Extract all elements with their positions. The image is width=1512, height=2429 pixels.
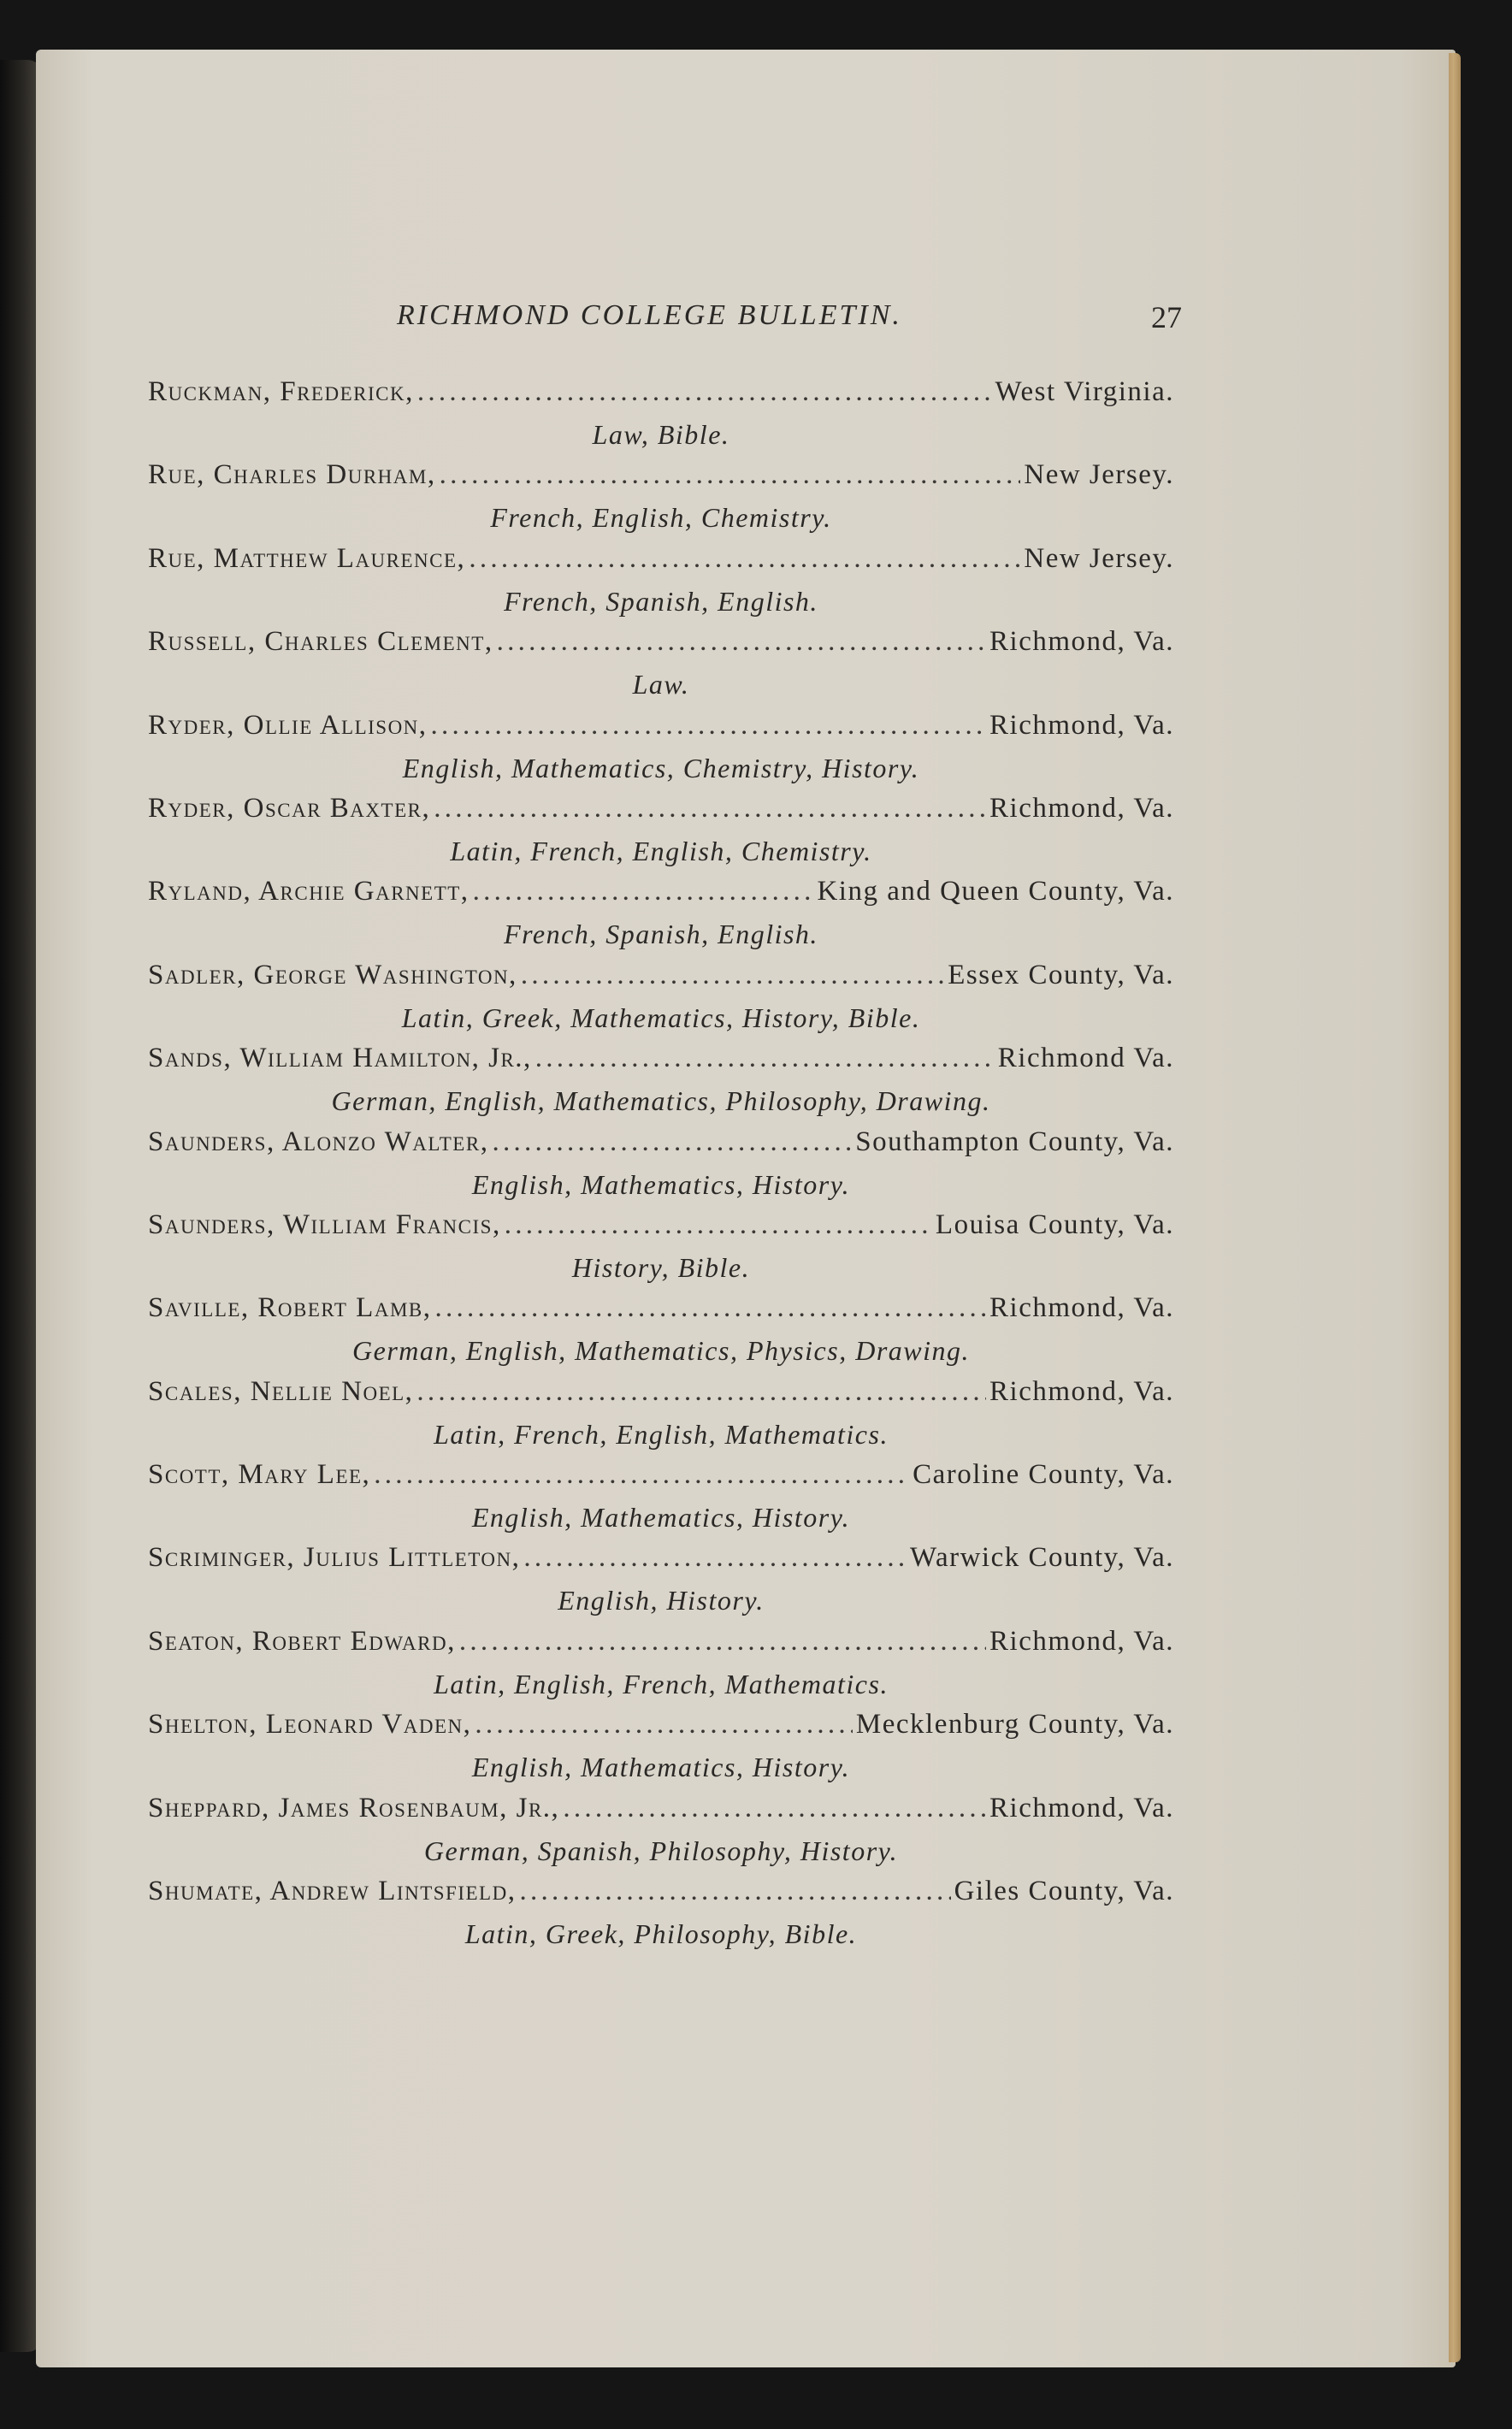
student-subjects: French, English, Chemistry.: [490, 502, 832, 534]
dot-leader: [459, 1626, 986, 1658]
student-subjects: Latin, English, French, Mathematics.: [434, 1668, 889, 1699]
dot-leader: [374, 1459, 909, 1491]
dot-leader: [492, 1126, 852, 1158]
student-residence: Richmond, Va.: [989, 792, 1174, 824]
student-name: Ryland, Archie Garnett,: [148, 876, 470, 907]
student-residence: Essex County, Va.: [948, 959, 1174, 990]
student-name: Rue, Charles Durham,: [148, 459, 436, 491]
student-name: Scott, Mary Lee,: [148, 1459, 371, 1491]
student-residence: New Jersey.: [1024, 459, 1174, 491]
list-item: [148, 1876, 1174, 1959]
student-name: Saunders, William Francis,: [148, 1209, 501, 1240]
student-name: Sheppard, James Rosenbaum, Jr.,: [148, 1792, 560, 1823]
student-name: Russell, Charles Clement,: [148, 626, 493, 658]
dot-leader: [505, 1209, 932, 1241]
student-subjects: English, Mathematics, Chemistry, History.: [402, 752, 920, 783]
student-name: Rue, Matthew Laurence,: [148, 542, 466, 574]
list-item: [148, 376, 1174, 459]
student-subjects: Latin, French, English, Chemistry.: [450, 835, 872, 866]
dot-leader: [416, 1376, 986, 1408]
student-name: Saunders, Alonzo Walter,: [148, 1126, 489, 1157]
student-subjects: French, Spanish, English.: [504, 585, 818, 617]
dot-leader: [469, 543, 1020, 575]
list-item: [148, 543, 1174, 626]
page-edges: [1449, 53, 1461, 2362]
student-residence: Louisa County, Va.: [935, 1209, 1174, 1240]
student-residence: New Jersey.: [1024, 542, 1174, 574]
student-residence: Richmond, Va.: [989, 1792, 1174, 1823]
dot-leader: [434, 793, 986, 824]
student-name: Scriminger, Julius Littleton,: [148, 1542, 521, 1574]
list-item: [148, 1126, 1174, 1209]
list-item: [148, 1542, 1174, 1625]
student-name: Sands, William Hamilton, Jr.,: [148, 1043, 532, 1074]
student-name: Saville, Robert Lamb,: [148, 1292, 432, 1324]
dot-leader: [435, 1292, 987, 1324]
list-item: [148, 1709, 1174, 1792]
student-name: Ryder, Ollie Allison,: [148, 709, 428, 741]
list-item: [148, 459, 1174, 542]
student-residence: Richmond, Va.: [989, 1375, 1174, 1407]
list-item: [148, 1459, 1174, 1542]
dot-leader: [519, 1876, 950, 1907]
dot-leader: [431, 710, 986, 742]
student-subjects: Latin, Greek, Philosophy, Bible.: [464, 1918, 858, 1950]
list-item: [148, 1043, 1174, 1126]
student-name: Shumate, Andrew Lintsfield,: [148, 1876, 517, 1907]
student-residence: Richmond, Va.: [989, 626, 1174, 658]
student-residence: Richmond, Va.: [989, 709, 1174, 741]
list-item: [148, 960, 1174, 1043]
dot-leader: [417, 376, 992, 408]
student-subjects: German, English, Mathematics, Physics, Drawing.: [352, 1335, 970, 1367]
student-residence: Richmond, Va.: [989, 1292, 1174, 1324]
student-residence: King and Queen County, Va.: [817, 876, 1174, 907]
student-subjects: English, Mathematics, History.: [471, 1168, 851, 1200]
list-item: [148, 1376, 1174, 1459]
student-subjects: English, Mathematics, History.: [471, 1502, 851, 1534]
dot-leader: [475, 1709, 852, 1740]
list-item: [148, 1793, 1174, 1876]
student-residence: Caroline County, Va.: [913, 1459, 1174, 1491]
dot-leader: [535, 1043, 995, 1074]
page-number: 27: [1151, 300, 1182, 334]
list-item: [148, 1292, 1174, 1375]
student-subjects: German, Spanish, Philosophy, History.: [423, 1835, 899, 1866]
list-item: [148, 626, 1174, 709]
student-subjects: History, Bible.: [571, 1251, 751, 1283]
student-name: Ruckman, Frederick,: [148, 376, 414, 407]
dot-leader: [440, 459, 1021, 491]
student-name: Sadler, George Washington,: [148, 959, 517, 990]
list-item: [148, 1626, 1174, 1709]
list-item: [148, 793, 1174, 876]
student-subjects: English, History.: [558, 1585, 765, 1616]
student-subjects: German, English, Mathematics, Philosophy, Drawing.: [331, 1085, 991, 1117]
dot-leader: [473, 876, 814, 907]
student-subjects: Latin, Greek, Mathematics, History, Bible.: [401, 1002, 921, 1033]
running-header: [397, 299, 1182, 342]
student-residence: Richmond Va.: [997, 1043, 1174, 1074]
bulletin-title: RICHMOND COLLEGE BULLETIN.: [397, 299, 902, 331]
student-subjects: French, Spanish, English.: [504, 919, 818, 950]
student-list: [148, 376, 1174, 1959]
list-item: [148, 876, 1174, 959]
dot-leader: [523, 1542, 907, 1574]
list-item: [148, 710, 1174, 793]
student-residence: Mecklenburg County, Va.: [855, 1709, 1174, 1740]
student-name: Scales, Nellie Noel,: [148, 1375, 414, 1407]
student-residence: Warwick County, Va.: [909, 1542, 1174, 1574]
student-residence: Southampton County, Va.: [855, 1126, 1174, 1157]
student-name: Ryder, Oscar Baxter,: [148, 792, 431, 824]
student-name: Seaton, Robert Edward,: [148, 1625, 456, 1657]
student-residence: Richmond, Va.: [989, 1625, 1174, 1657]
student-residence: West Virginia.: [995, 376, 1174, 407]
student-residence: Giles County, Va.: [954, 1876, 1174, 1907]
list-item: [148, 1209, 1174, 1292]
student-name: Shelton, Leonard Vaden,: [148, 1709, 472, 1740]
student-subjects: Law.: [632, 669, 690, 700]
dot-leader: [563, 1793, 986, 1824]
dot-leader: [521, 960, 944, 991]
student-subjects: Law, Bible.: [592, 419, 730, 450]
dot-leader: [497, 626, 986, 658]
student-subjects: English, Mathematics, History.: [471, 1752, 851, 1783]
student-subjects: Latin, French, English, Mathematics.: [434, 1418, 889, 1450]
